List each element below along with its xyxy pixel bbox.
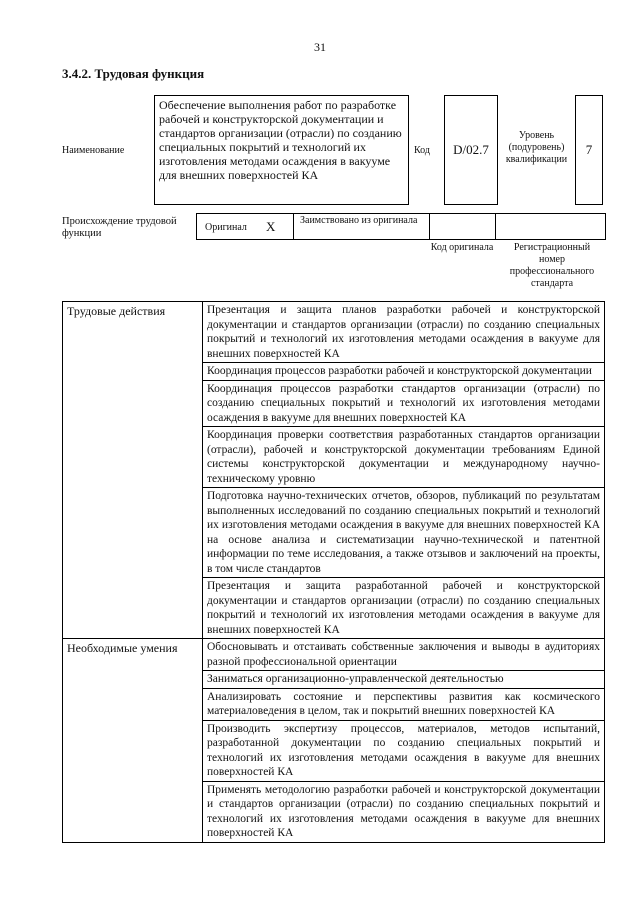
page-number: 31 [314, 40, 326, 54]
list-item: Анализировать состояние и перспективы развития как космического материаловедения в целом, так и покрытий внешних поверхностей КА [203, 688, 605, 720]
name-label: Наименование [62, 145, 125, 156]
origin-divider [293, 214, 294, 239]
origin-label: Происхождение трудовой функции [62, 216, 177, 239]
section-title: 3.4.2. Трудовая функция [62, 66, 205, 81]
list-item: Презентация и защита разработанной рабочей и конструкторской документации и стандартов организации (отрасли) по созданию специальных покрытий и технологий их изготовления методами осаждения в вакууме для внешних поверхностей КА [203, 578, 605, 639]
list-item: Координация процессов разработки рабочей и конструкторской документации [203, 363, 605, 381]
list-item: Применять методологию разработки рабочей и конструкторской документации и стандартов организации (отрасли) по созданию специальных покрытий и технологий их изготовления методами осаждения в вакууме для внешних поверхностей КА [203, 781, 605, 842]
original-label: Оригинал [205, 222, 247, 233]
origin-row [196, 213, 606, 240]
function-name-box: Обеспечение выполнения работ по разработке рабочей и конструкторской документации и стандартов организации (отрасли) по созданию специальных покрытий и технологий их изготовления методами осаждения в вакууме для внешних поверхностей КА [154, 95, 409, 205]
list-item: Координация процессов разработки стандартов организации (отрасли) по созданию специальных покрытий и технологий их изготовления методами осаждения в вакууме для внешних поверхностей КА [203, 380, 605, 427]
code-label: Код [414, 145, 430, 156]
level-value-box [575, 95, 603, 205]
code-original-caption: Код оригинала [430, 242, 494, 253]
level-label: Уровень (подуровень) квалификации [505, 130, 568, 165]
code-value-box [444, 95, 498, 205]
list-item: Подготовка научно-технических отчетов, обзоров, публикаций по результатам выполненных исследований по созданию специальных покрытий и технологий их изготовления методами осаждения в вакууме для внешних поверхностей КА на основе анализа и систематизации научно-технической и патентной информации по теме исследования, а также отзывов и заключений на проекты, в том числе стандартов [203, 488, 605, 578]
list-item: Координация проверки соответствия разработанных стандартов организации (отрасли), рабочей и конструкторской документации требованиям Единой системы конструкторской документации и международному научно-техническому уровню [203, 427, 605, 488]
origin-divider [429, 214, 430, 239]
section-heading: Трудовые действия [63, 302, 203, 639]
section-heading: Необходимые умения [63, 639, 203, 843]
list-item: Презентация и защита планов разработки рабочей и конструкторской документации и стандартов организации (отрасли) по созданию специальных покрытий и технологий их изготовления методами осаждения в вакууме для внешних поверхностей КА [203, 302, 605, 363]
table-row [63, 302, 605, 363]
level-value: 7 [585, 142, 593, 157]
borrowed-label: Заимствовано из оригинала [300, 215, 418, 226]
list-item: Заниматься организационно-управленческой деятельностью [203, 671, 605, 689]
function-table [62, 301, 605, 843]
original-mark: X [266, 219, 276, 234]
code-value: D/02.7 [453, 142, 489, 157]
reg-number-caption: Регистрационный номер профессионального стандарта [509, 242, 595, 289]
table-row [63, 639, 605, 671]
origin-divider [495, 214, 496, 239]
list-item: Производить экспертизу процессов, материалов, методов испытаний, разработанной документации по созданию специальных покрытий и технологий их изготовления методами осаждения в вакууме для внешних поверхностей КА [203, 720, 605, 781]
list-item: Обосновывать и отстаивать собственные заключения и выводы в аудиториях разной профессиональной ориентации [203, 639, 605, 671]
